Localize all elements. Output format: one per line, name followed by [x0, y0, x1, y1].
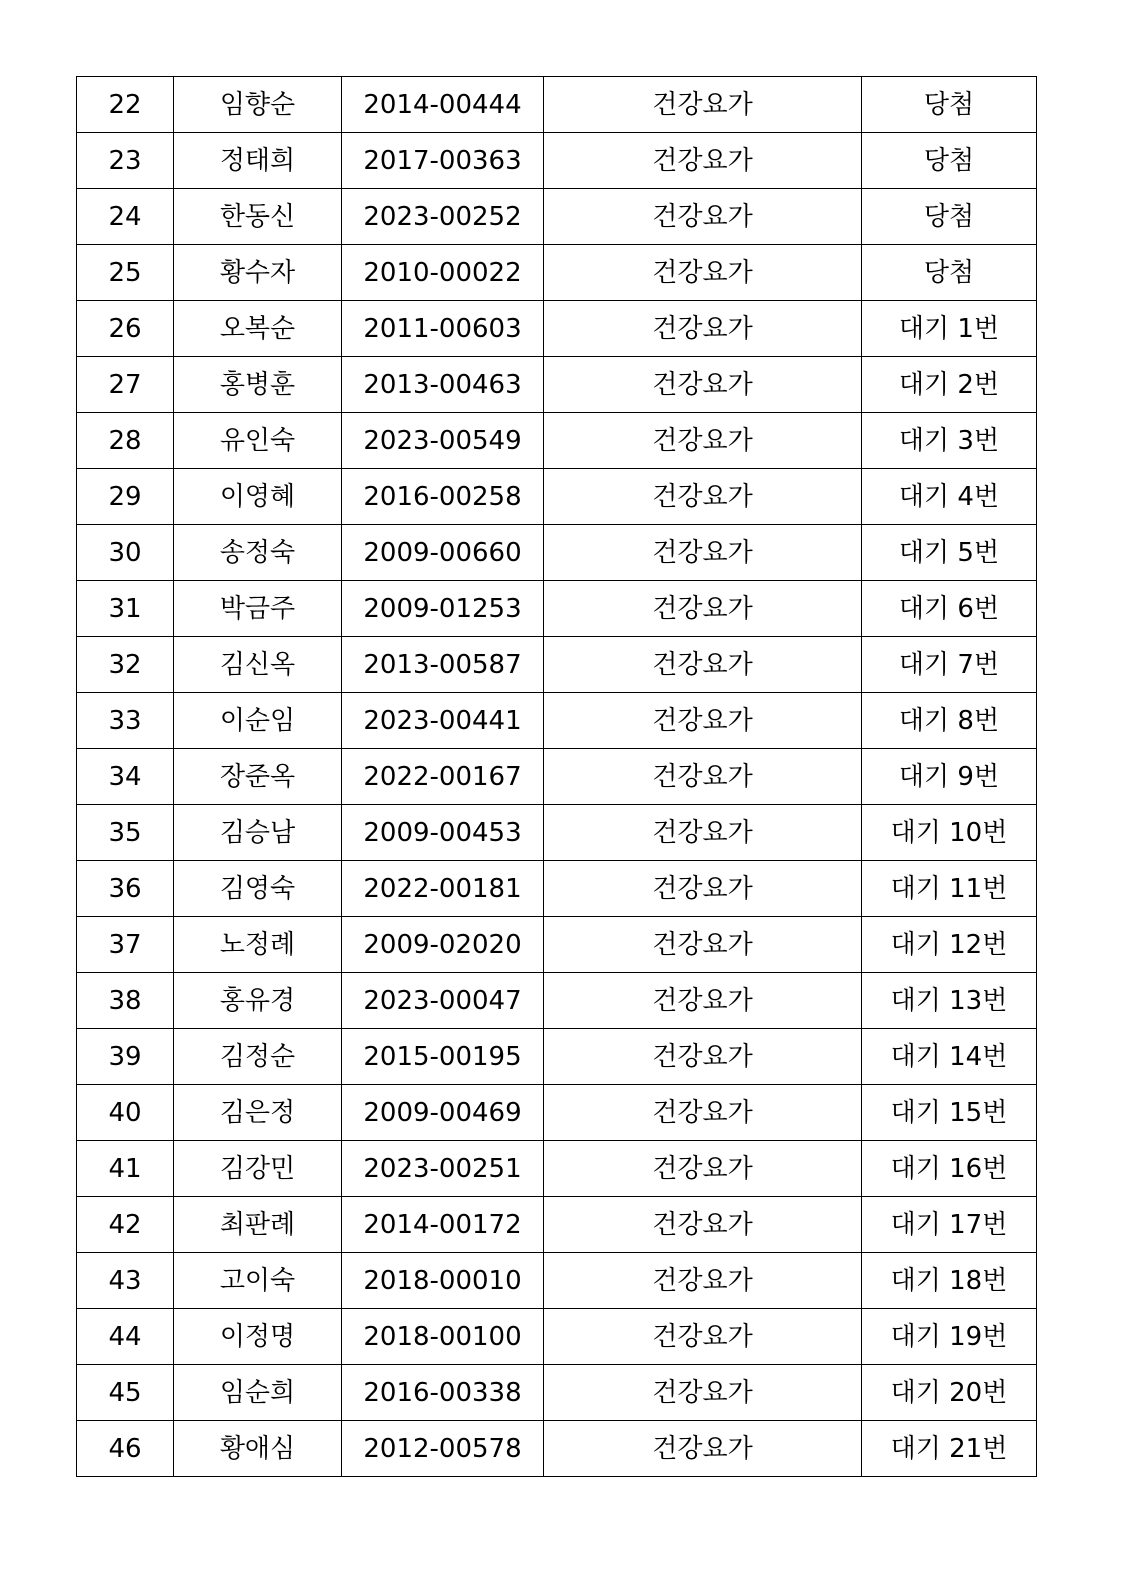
- row-number-cell: 36: [77, 861, 174, 917]
- program-cell: 건강요가: [544, 693, 862, 749]
- table-row: [77, 637, 1037, 693]
- table-row: [77, 861, 1037, 917]
- result-cell: 대기 5번: [862, 525, 1037, 581]
- member-id-cell: 2013-00587: [342, 637, 544, 693]
- member-id-cell: 2023-00252: [342, 189, 544, 245]
- row-number-cell: 22: [77, 77, 174, 133]
- row-number-cell: 41: [77, 1141, 174, 1197]
- program-cell: 건강요가: [544, 917, 862, 973]
- row-number-cell: 25: [77, 245, 174, 301]
- row-number-cell: 32: [77, 637, 174, 693]
- result-cell: 대기 21번: [862, 1421, 1037, 1477]
- member-id-cell: 2010-00022: [342, 245, 544, 301]
- table-row: [77, 973, 1037, 1029]
- member-id-cell: 2009-01253: [342, 581, 544, 637]
- member-id-cell: 2009-00453: [342, 805, 544, 861]
- name-cell: 김정순: [174, 1029, 342, 1085]
- result-cell: 대기 3번: [862, 413, 1037, 469]
- lottery-results-table: [76, 76, 1037, 1477]
- row-number-cell: 26: [77, 301, 174, 357]
- name-cell: 장준옥: [174, 749, 342, 805]
- name-cell: 임향순: [174, 77, 342, 133]
- row-number-cell: 42: [77, 1197, 174, 1253]
- table-row: [77, 1365, 1037, 1421]
- result-cell: 당첨: [862, 189, 1037, 245]
- row-number-cell: 29: [77, 469, 174, 525]
- member-id-cell: 2009-00660: [342, 525, 544, 581]
- table-row: [77, 189, 1037, 245]
- result-cell: 대기 7번: [862, 637, 1037, 693]
- row-number-cell: 33: [77, 693, 174, 749]
- name-cell: 한동신: [174, 189, 342, 245]
- row-number-cell: 31: [77, 581, 174, 637]
- result-cell: 대기 17번: [862, 1197, 1037, 1253]
- program-cell: 건강요가: [544, 357, 862, 413]
- program-cell: 건강요가: [544, 973, 862, 1029]
- result-cell: 대기 9번: [862, 749, 1037, 805]
- name-cell: 정태희: [174, 133, 342, 189]
- member-id-cell: 2018-00010: [342, 1253, 544, 1309]
- result-cell: 당첨: [862, 77, 1037, 133]
- result-cell: 대기 10번: [862, 805, 1037, 861]
- member-id-cell: 2023-00441: [342, 693, 544, 749]
- table-row: [77, 805, 1037, 861]
- result-cell: 대기 15번: [862, 1085, 1037, 1141]
- table-row: [77, 1029, 1037, 1085]
- member-id-cell: 2011-00603: [342, 301, 544, 357]
- name-cell: 유인숙: [174, 413, 342, 469]
- result-cell: 대기 11번: [862, 861, 1037, 917]
- program-cell: 건강요가: [544, 1365, 862, 1421]
- member-id-cell: 2015-00195: [342, 1029, 544, 1085]
- table-row: [77, 245, 1037, 301]
- row-number-cell: 28: [77, 413, 174, 469]
- table-row: [77, 917, 1037, 973]
- result-cell: 당첨: [862, 245, 1037, 301]
- program-cell: 건강요가: [544, 245, 862, 301]
- member-id-cell: 2014-00444: [342, 77, 544, 133]
- table-row: [77, 1085, 1037, 1141]
- program-cell: 건강요가: [544, 1141, 862, 1197]
- name-cell: 홍유경: [174, 973, 342, 1029]
- name-cell: 송정숙: [174, 525, 342, 581]
- program-cell: 건강요가: [544, 1309, 862, 1365]
- program-cell: 건강요가: [544, 525, 862, 581]
- result-cell: 당첨: [862, 133, 1037, 189]
- row-number-cell: 40: [77, 1085, 174, 1141]
- result-cell: 대기 19번: [862, 1309, 1037, 1365]
- name-cell: 김신옥: [174, 637, 342, 693]
- result-cell: 대기 6번: [862, 581, 1037, 637]
- table-row: [77, 357, 1037, 413]
- row-number-cell: 39: [77, 1029, 174, 1085]
- name-cell: 황수자: [174, 245, 342, 301]
- result-cell: 대기 12번: [862, 917, 1037, 973]
- program-cell: 건강요가: [544, 1085, 862, 1141]
- result-cell: 대기 13번: [862, 973, 1037, 1029]
- result-cell: 대기 20번: [862, 1365, 1037, 1421]
- name-cell: 최판례: [174, 1197, 342, 1253]
- row-number-cell: 44: [77, 1309, 174, 1365]
- table-row: [77, 525, 1037, 581]
- table-body: [77, 77, 1037, 1477]
- name-cell: 황애심: [174, 1421, 342, 1477]
- table-row: [77, 469, 1037, 525]
- table-row: [77, 77, 1037, 133]
- name-cell: 김영숙: [174, 861, 342, 917]
- member-id-cell: 2022-00167: [342, 749, 544, 805]
- member-id-cell: 2009-00469: [342, 1085, 544, 1141]
- table-row: [77, 1421, 1037, 1477]
- row-number-cell: 30: [77, 525, 174, 581]
- program-cell: 건강요가: [544, 749, 862, 805]
- row-number-cell: 46: [77, 1421, 174, 1477]
- row-number-cell: 24: [77, 189, 174, 245]
- program-cell: 건강요가: [544, 469, 862, 525]
- name-cell: 고이숙: [174, 1253, 342, 1309]
- name-cell: 홍병훈: [174, 357, 342, 413]
- member-id-cell: 2022-00181: [342, 861, 544, 917]
- name-cell: 오복순: [174, 301, 342, 357]
- result-cell: 대기 8번: [862, 693, 1037, 749]
- name-cell: 김강민: [174, 1141, 342, 1197]
- name-cell: 이영혜: [174, 469, 342, 525]
- member-id-cell: 2013-00463: [342, 357, 544, 413]
- program-cell: 건강요가: [544, 1421, 862, 1477]
- member-id-cell: 2023-00549: [342, 413, 544, 469]
- table-row: [77, 1253, 1037, 1309]
- row-number-cell: 34: [77, 749, 174, 805]
- row-number-cell: 37: [77, 917, 174, 973]
- name-cell: 김승남: [174, 805, 342, 861]
- table-row: [77, 133, 1037, 189]
- row-number-cell: 45: [77, 1365, 174, 1421]
- program-cell: 건강요가: [544, 581, 862, 637]
- row-number-cell: 43: [77, 1253, 174, 1309]
- member-id-cell: 2017-00363: [342, 133, 544, 189]
- name-cell: 이순임: [174, 693, 342, 749]
- member-id-cell: 2018-00100: [342, 1309, 544, 1365]
- table-row: [77, 693, 1037, 749]
- program-cell: 건강요가: [544, 1253, 862, 1309]
- result-cell: 대기 16번: [862, 1141, 1037, 1197]
- row-number-cell: 23: [77, 133, 174, 189]
- program-cell: 건강요가: [544, 805, 862, 861]
- program-cell: 건강요가: [544, 413, 862, 469]
- result-cell: 대기 4번: [862, 469, 1037, 525]
- name-cell: 노정례: [174, 917, 342, 973]
- name-cell: 박금주: [174, 581, 342, 637]
- member-id-cell: 2016-00338: [342, 1365, 544, 1421]
- member-id-cell: 2009-02020: [342, 917, 544, 973]
- result-cell: 대기 2번: [862, 357, 1037, 413]
- member-id-cell: 2012-00578: [342, 1421, 544, 1477]
- member-id-cell: 2023-00251: [342, 1141, 544, 1197]
- result-cell: 대기 1번: [862, 301, 1037, 357]
- program-cell: 건강요가: [544, 77, 862, 133]
- result-cell: 대기 14번: [862, 1029, 1037, 1085]
- row-number-cell: 38: [77, 973, 174, 1029]
- program-cell: 건강요가: [544, 1197, 862, 1253]
- table-row: [77, 413, 1037, 469]
- table-row: [77, 1309, 1037, 1365]
- member-id-cell: 2016-00258: [342, 469, 544, 525]
- program-cell: 건강요가: [544, 133, 862, 189]
- program-cell: 건강요가: [544, 189, 862, 245]
- table-row: [77, 301, 1037, 357]
- program-cell: 건강요가: [544, 861, 862, 917]
- row-number-cell: 35: [77, 805, 174, 861]
- program-cell: 건강요가: [544, 637, 862, 693]
- table-row: [77, 749, 1037, 805]
- table-row: [77, 581, 1037, 637]
- name-cell: 임순희: [174, 1365, 342, 1421]
- name-cell: 이정명: [174, 1309, 342, 1365]
- table-row: [77, 1197, 1037, 1253]
- table-row: [77, 1141, 1037, 1197]
- program-cell: 건강요가: [544, 1029, 862, 1085]
- member-id-cell: 2014-00172: [342, 1197, 544, 1253]
- name-cell: 김은정: [174, 1085, 342, 1141]
- result-cell: 대기 18번: [862, 1253, 1037, 1309]
- program-cell: 건강요가: [544, 301, 862, 357]
- member-id-cell: 2023-00047: [342, 973, 544, 1029]
- row-number-cell: 27: [77, 357, 174, 413]
